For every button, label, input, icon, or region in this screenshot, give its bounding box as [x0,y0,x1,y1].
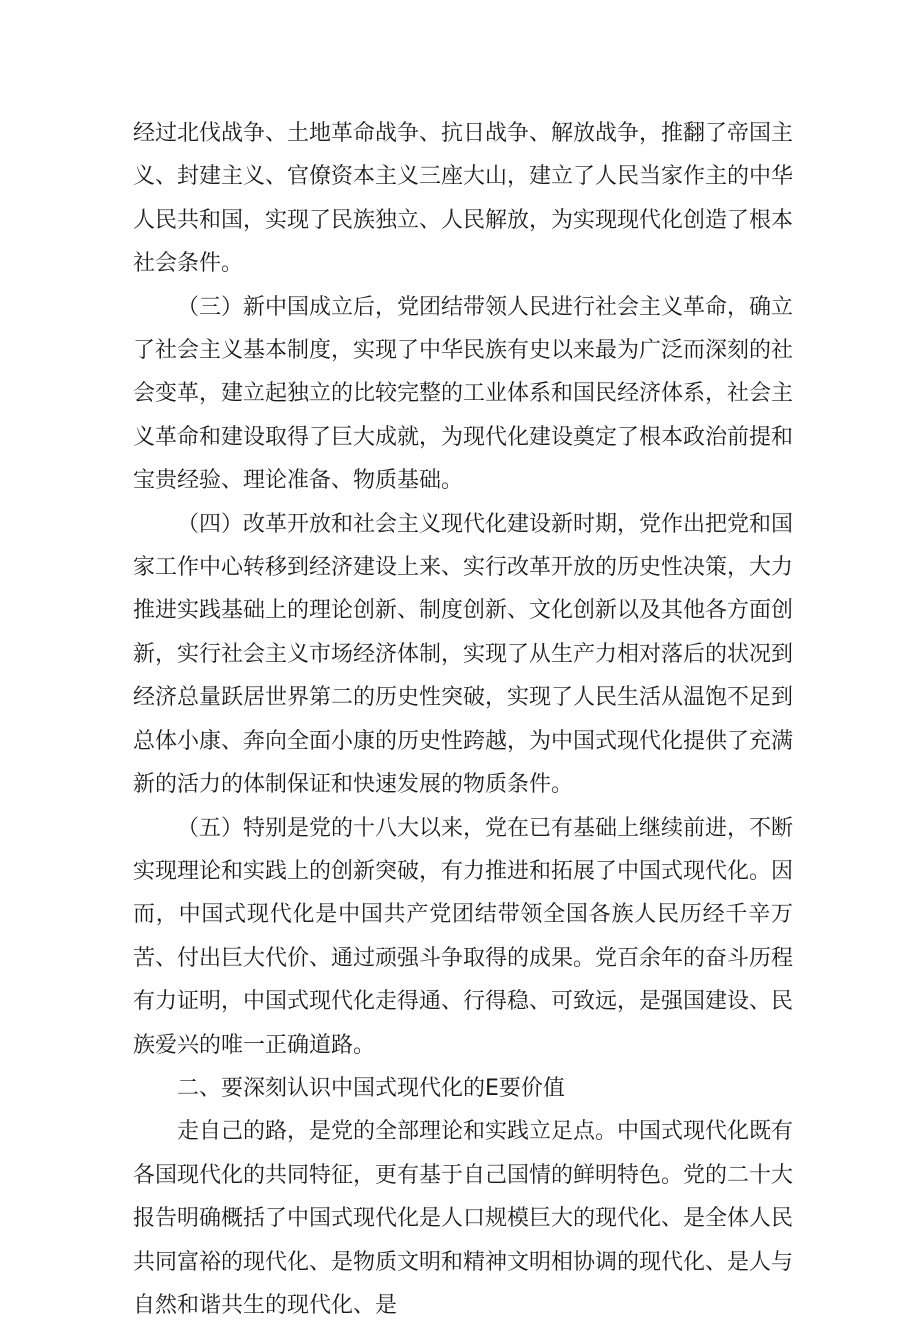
document-body [133,112,793,1327]
paragraph-section-five: （五）特别是党的十八大以来，党在已有基础上继续前进，不断实现理论和实践上的创新突破，有力推进和拓展了中国式现代化。因而，中国式现代化是中国共产党团结带领全国各族人民历经千辛万苦、付出巨大代价、通过顽强斗争取得的成果。党百余年的奋斗历程有力证明，中国式现代化走得通、行得稳、可致远，是强国建设、民族爱兴的唯一正确道路。 [133,815,794,1058]
paragraph-continuation: 经过北伐战争、土地革命战争、抗日战争、解放战争，推翻了帝国主义、封建主义、官僚资本主义三座大山，建立了人民当家作主的中华人民共和国，实现了民族独立、人民解放，为实现现代化创造了根本社会条件。 [133,121,794,277]
paragraph-section-three: （三）新中国成立后，党团结带领人民进行社会主义革命，确立了社会主义基本制度，实现了中华民族有史以来最为广泛而深刻的社会变革，建立起独立的比较完整的工业体系和国民经济体系，社会主义革命和建设取得了巨大成就，为现代化建设奠定了根本政治前提和宝贵经验、理论准备、物质基础。 [133,294,794,494]
paragraph-closing: 走自己的路，是党的全部理论和实践立足点。中国式现代化既有各国现代化的共同特征，更有基于自己国情的鲜明特色。党的二十大报告明确概括了中国式现代化是人口规模巨大的现代化、是全体人民共同富裕的现代化、是物质文明和精神文明相协调的现代化、是人与自然和谐共生的现代化、是 [133,1119,794,1318]
paragraph-section-four: （四）改革开放和社会主义现代化建设新时期，党作出把党和国家工作中心转移到经济建设上来、实行改革开放的历史性决策，大力推进实践基础上的理论创新、制度创新、文化创新以及其他各方面创新，实行社会主义市场经济体制，实现了从生产力相对落后的状况到经济总量跃居世界第二的历史性突破，实现了人民生活从温饱不足到总体小康、奔向全面小康的历史性跨越，为中国式现代化提供了充满新的活力的体制保证和快速发展的物质条件。 [133,511,794,798]
section-heading: 二、要深刻认识中国式现代化的E要价值 [177,1075,565,1101]
